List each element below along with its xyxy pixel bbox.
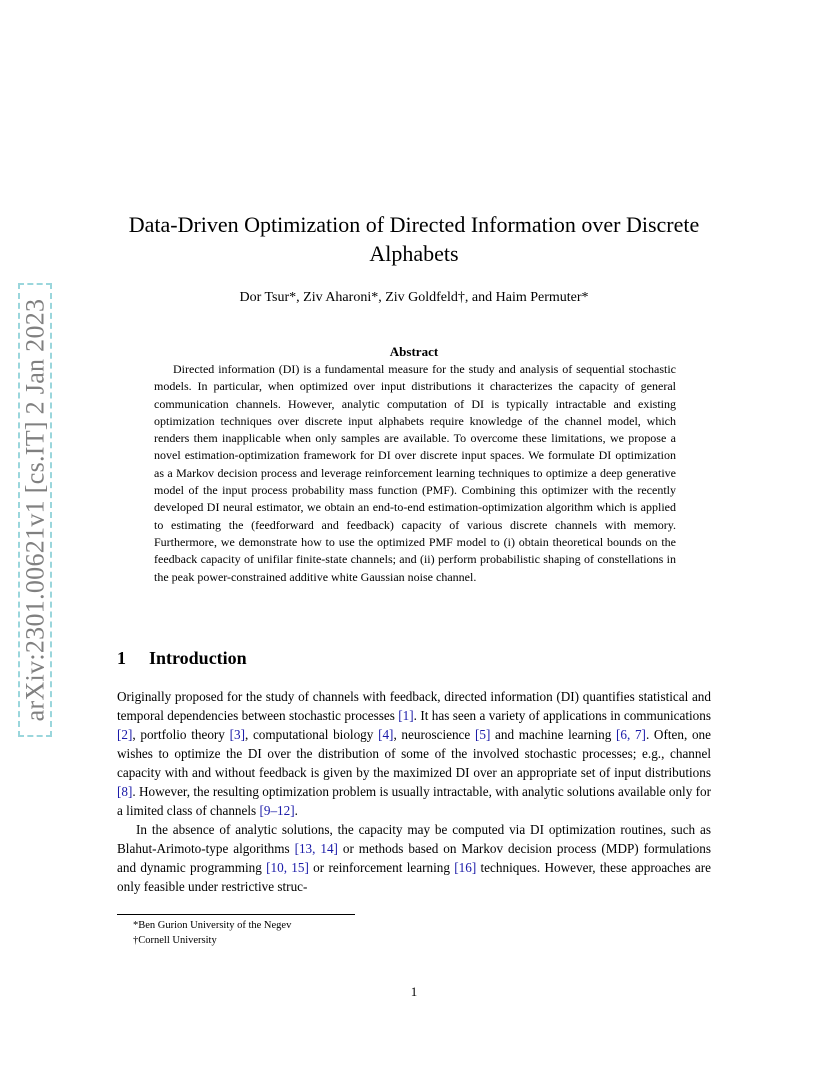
section-number: 1 (117, 648, 126, 668)
citation-link[interactable]: [13, 14] (294, 841, 338, 856)
citation-link[interactable]: [5] (474, 727, 491, 742)
intro-paragraph-2: In the absence of analytic solutions, the capacity may be computed via DI optimization routines, such as Blahut-Arimoto-type algorithms [13, 14] or methods based on Markov decision process (MDP) formulations and dynamic programming [10, 15] or reinforcement learning [16] techniques. However, these approaches are only feasible under restrictive struc- (117, 822, 711, 894)
citation-link[interactable]: [8] (117, 784, 133, 799)
section-title: Introduction (149, 648, 247, 668)
citation-link[interactable]: [16] (454, 860, 477, 875)
section-heading (117, 648, 247, 669)
arxiv-id: arXiv:2301.00621v1 [cs.IT] 2 Jan 2023 (20, 298, 50, 722)
citation-link[interactable]: [3] (229, 727, 245, 742)
citation-link[interactable]: [1] (398, 708, 414, 723)
footnote-2: †Cornell University (133, 935, 217, 946)
citation-link[interactable]: [6, 7] (616, 727, 646, 742)
page-number: 1 (410, 984, 418, 999)
footnote-1: *Ben Gurion University of the Negev (133, 920, 292, 931)
footnote-rule (117, 914, 355, 915)
author-list: Dor Tsur*, Ziv Aharoni*, Ziv Goldfeld†, and Haim Permuter* (239, 290, 589, 305)
intro-paragraph-1: Originally proposed for the study of channels with feedback, directed information (DI) quantifies statistical and temporal dependencies between stochastic processes [1]. It has seen a variety of applications in communications [2], portfolio theory [3], computational biology [4], neuroscience [5] and machine learning [6, 7]. Often, one wishes to optimize the DI over the distribution of some of the involved stochastic processes; e.g., channel capacity with and without feedback is given by the maximized DI over an appropriate set of input distributions [8]. However, the resulting optimization problem is usually intractable, with analytic solutions available only for a limited class of channels [9–12]. (117, 689, 712, 818)
arxiv-stamp (18, 283, 52, 737)
citation-link[interactable]: [10, 15] (266, 860, 309, 875)
citation-link[interactable]: [4] (378, 727, 394, 742)
citation-link[interactable]: [9–12] (259, 803, 295, 818)
abstract-text: Directed information (DI) is a fundamental measure for the study and analysis of sequential stochastic models. In particular, when optimized over input distributions it characterizes the capacity of general communication channels. However, analytic computation of DI is typically intractable and existing optimization techniques over discrete input alphabets require knowledge of the channel model, which renders them inapplicable when only samples are available. To overcome these limitations, we propose a novel estimation-optimization framework for DI over discrete input spaces. We formulate DI optimization as a Markov decision process and leverage reinforcement learning techniques to optimize a deep generative model of the input process probability mass function (PMF). Combining this optimizer with the recently developed DI neural estimator, we obtain an end-to-end estimation-optimization algorithm which is applied to estimating the (feedforward and feedback) capacity of various discrete channels with memory. Furthermore, we demonstrate how to use the optimized PMF model to (i) obtain theoretical bounds on the feedback capacity of unifilar finite-state channels; and (ii) perform probabilistic shaping of constellations in the peak power-constrained additive white Gaussian noise channel. (154, 362, 676, 584)
paper-title: Data-Driven Optimization of Directed Information over Discrete Alphabets (128, 212, 700, 266)
citation-link[interactable]: [2] (117, 727, 133, 742)
abstract-heading: Abstract (389, 344, 439, 359)
